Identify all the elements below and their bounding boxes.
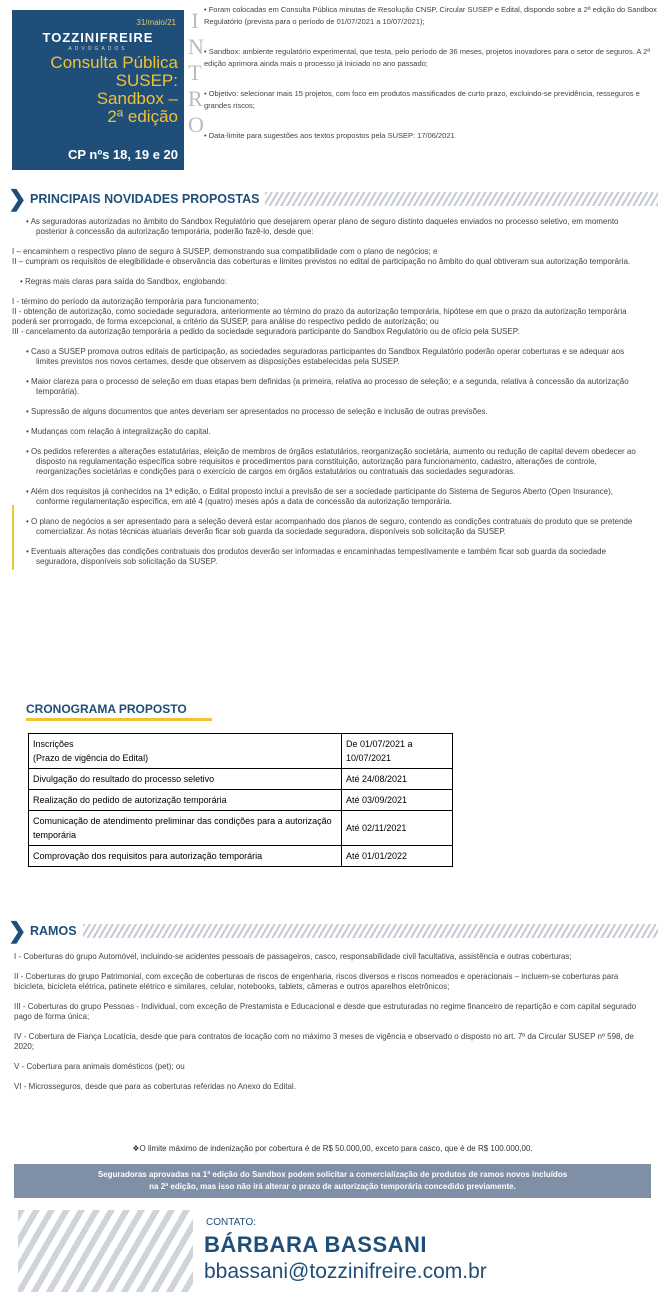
info-banner: Seguradoras aprovadas na 1ª edição do Sandbox podem solicitar a comercialização de produtos de ramos novos incluídos na 2ª edição, mas isso não irá alterar o prazo de autorização temporária concedido previamente. [14, 1164, 651, 1198]
intro-list [204, 4, 659, 142]
intro-item: • Sandbox: ambiente regulatório experimental, que testa, pelo período de 36 meses, projetos inovadores para o setor de seguros. A 2ª edição aprimora ainda mais o processo já iniciado no ano passado; [204, 47, 651, 68]
list-item: VI - Microsseguros, desde que para as coberturas referidas no Anexo do Edital. [14, 1082, 296, 1091]
decorative-stripes [265, 192, 658, 206]
table-row: Inscrições (Prazo de vigência do Edital) De 01/07/2021 a 10/07/2021 [29, 734, 453, 769]
cp-numbers: CP nºs 18, 19 e 20 [67, 147, 178, 162]
decorative-stripes [83, 924, 658, 938]
cronograma-table [28, 733, 453, 867]
decorative-stripes [18, 1210, 193, 1292]
list-item: V - Cobertura para animais domésticos (pet); ou [14, 1062, 185, 1071]
table-row: Realização do pedido de autorização temporária Até 03/09/2021 [29, 790, 453, 811]
brand-subtitle: ADVOGADOS [68, 46, 128, 52]
chevron-right-icon: ❯ [8, 918, 27, 943]
section-header-ramos: ❯ RAMOS [8, 918, 658, 944]
contact-label: CONTATO: [206, 1217, 256, 1228]
limite-note: ❖O limite máximo de indenização por cobertura é de R$ 50.000,00, exceto para casco, que é de R$ 100.000,00. [132, 1144, 533, 1153]
contact-name: BÁRBARA BASSANI [204, 1232, 428, 1257]
list-item: IV - Cobertura de Fiança Locatícia, desde que para contratos de locação com no máximo 3 meses de vigência e observado o disposto no art. 7º da Circular SUSEP nº 598, de 2020; [14, 1032, 634, 1051]
brand-logo: TOZZINIFREIRE [42, 30, 154, 45]
table-row: Comunicação de atendimento preliminar das condições para a autorização temporária Até 02/11/2021 [29, 811, 453, 846]
novidades-body: • As seguradoras autorizadas no âmbito do Sandbox Regulatório que desejarem operar plano de seguro distinto daqueles enviados no processo seletivo, em momento posterior à concessão da autorização temporária, poderão fazê-lo, desde que: I – encaminhem o respectivo plano de seguro à SUSEP, demonstrando sua compatibilidade com o plano de negócios; e II – cumpram os requisitos de elegibilidade e observância das coberturas e limites previstos no edital de participação no âmbito do qual obtiveram sua autorização temporária. • Regras mais claras para saída do Sandbox, englobando: I - término do período da autorização temporária para funcionamento; II - obtenção de autorização, como sociedade seguradora, anteriormente ao término do prazo da autorização temporária, hipótese em que o prazo da autorização temporária poderá ser prorrogado, de forma excepcional, a critério da SUSEP, para análise do respectivo pedido de autorização; ou III - cancelamento da autorização temporária a pedido da sociedade seguradora participante do Sandbox Regulatório ou de ofício pela SUSEP. • Caso a SUSEP promova outros editais de participação, as sociedades seguradoras participantes do Sandbox Regulatório poderão operar coberturas e se adequar aos limites previstos nos novos certames, desde que observem as disposições estabelecidas pela SUSEP. • Maior clareza para o processo de seleção em duas etapas bem definidas (a primeira, relativa ao processo de seleção; e a segunda, relativa à concessão da autorização temporária). • Supressão de alguns documentos que antes deveriam ser apresentados no processo de seleção e inclusão de outras previsões. • Mudanças com relação à integralização do capital. • Os pedidos referentes a alterações estatutárias, eleição de membros de órgãos estatutários, reorganização societária, aumento ou redução de capital devem obedecer ao disposto na regulamentação específica sobre requisitos e procedimentos para constituição, autorização para funcionamento, cadastro, alterações de controle, reorganizações societárias e condições para o exercício de cargos em órgãos estatutários ou contratuais das sociedades seguradoras. • Além dos requisitos já conhecidos na 1ª edição, o Edital proposto inclui a previsão de ser a sociedade participante do Sistema de Seguros Aberto (Open Insurance), conforme regulamentação específica, em até 4 (quatro) meses após a data de concessão da autorização temporária. • O plano de negócios a ser apresentado para a seleção deverá estar acompanhado dos planos de seguro, contendo as condições contratuais do produto que se pretende comercializar. As notas técnicas atuariais deverão ficar sob guarda da sociedade seguradora, disponíveis sob solicitação da SUSEP. • Eventuais alterações das condições contratuais dos produtos deverão ser informadas e encaminhadas tempestivamente e também ficar sob guarda da sociedade seguradora, disponíveis sob solicitação da SUSEP. [12, 217, 636, 566]
list-item: I - Coberturas do grupo Automóvel, incluindo-se acidentes pessoais de passageiros, casco, responsabilidade civil facultativa, assistência e outras coberturas; [14, 952, 572, 961]
highlight-mark [12, 505, 14, 570]
intro-item: • Objetivo: selecionar mais 15 projetos, com foco em produtos massificados de curto prazo, excluindo-se previdência, resseguros e grandes riscos; [204, 89, 640, 110]
intro-item: • Foram colocadas em Consulta Pública minutas de Resolução CNSP, Circular SUSEP e Edital, dispondo sobre a 2ª edição do Sandbox Regulatório (prevista para o período de 01/07/2021 a 10/07/2021); [204, 5, 657, 26]
section-header-novidades: ❯ PRINCIPAIS NOVIDADES PROPOSTAS [8, 186, 658, 212]
ramos-list [14, 952, 649, 1102]
page-title: Consulta Pública SUSEP: Sandbox – 2ª edição [50, 53, 178, 126]
list-item: II - Coberturas do grupo Patrimonial, com exceção de coberturas de riscos de engenharia, riscos diversos e riscos nomeados e operacionais – incluem-se coberturas para bicicleta, bicicleta elétrica, patinete elétrico e similares, celular, notebooks, tablets, câmeras e outros aparelhos eletrônicos; [14, 972, 619, 991]
intro-vertical-label: I N T R O [188, 8, 204, 137]
list-item: III - Coberturas do grupo Pessoas - Individual, com exceção de Prestamista e Educacional e desde que estruturadas no regime financeiro de repartição e com capital segurado pago de forma única; [14, 1002, 637, 1021]
chevron-right-icon: ❯ [8, 186, 27, 211]
header-box [12, 10, 184, 170]
cronograma-title: CRONOGRAMA PROPOSTO [26, 702, 212, 721]
table-row: Divulgação do resultado do processo seletivo Até 24/08/2021 [29, 769, 453, 790]
table-row: Comprovação dos requisitos para autorização temporária Até 01/01/2022 [29, 846, 453, 867]
issue-date: 31/maio/21 [136, 18, 176, 27]
intro-item: • Data-limite para sugestões aos textos propostos pela SUSEP: 17/06/2021 [204, 131, 455, 140]
contact-email-link[interactable]: bbassani@tozzinifreire.com.br [204, 1260, 487, 1283]
